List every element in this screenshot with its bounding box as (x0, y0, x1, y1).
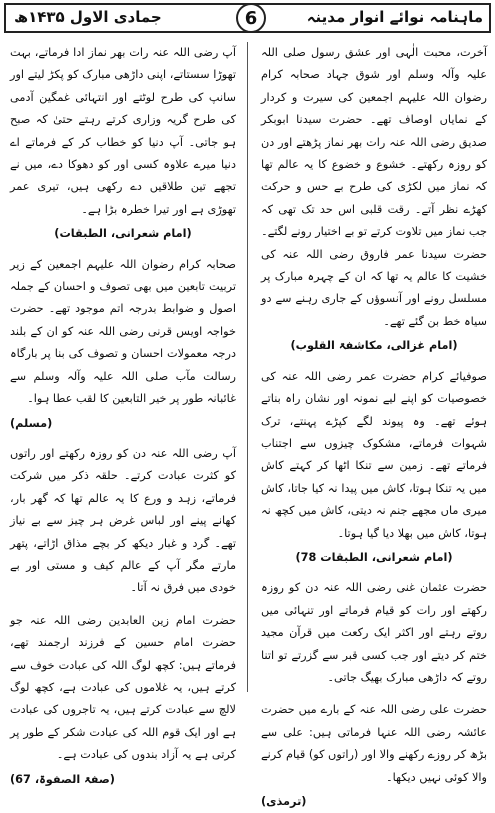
column-divider (247, 42, 248, 692)
paragraph: حضرت امام زین العابدین رضی اللہ عنہ جو حضرت امام حسین کے فرزند ارجمند تھے، فرماتے ہیں: کچھ لوگ اللہ کی عبادت خوف سے کرتے ہیں، یہ غلاموں کی عبادت ہے، کچھ لوگ لالچ سے عبادت کرتے ہیں، یہ تاجروں کی عبادت ہے اور ایک قوم اللہ کی عبادت شکر کے طور پر کرتی ہے یہ آزاد بندوں کی عبادت ہے۔ (10, 613, 236, 762)
paragraph: حضرت علی رضی اللہ عنہ کے بارے میں حضرت عائشہ رضی اللہ عنہا فرماتی ہیں: علی سے بڑھ کر روزے رکھنے والا اور (راتوں کو) قیام کرنے والا کوئی نہیں دیکھا۔ (261, 703, 487, 784)
paragraph: آپ رضی اللہ عنہ رات بھر نماز ادا فرماتے، بہت تھوڑا سستاتے، اپنی داڑھی مبارک کو پکڑ لیتے اور سانپ کی طرح لوٹتے اور انتہائی غمگین آدمی کی طرح گریہ وزاری کرتے رہتے حتیٰ کہ صبح ہو جاتی۔ آپ دنیا کو خطاب کر کے فرماتے اے دنیا میرے علاوہ کسی اور کو دھوکا دے، میں نے تجھے تین طلاقیں دے رکھی ہیں، تیری عمر تھوڑی ہے اور تیرا خطرہ بڑا ہے۔ (10, 46, 236, 216)
paragraph: حضرت عثمان غنی رضی اللہ عنہ دن کو روزہ رکھتے اور رات کو قیام فرماتے اور تنہائی میں روتے رہتے اور اکثر ایک رکعت میں قرآن مجید ختم کر دیتے اور جب کسی قبر سے گزرتے تو اتنا روتے کہ داڑھی مبارک بھیگ جاتی۔ (261, 581, 487, 684)
citation: (امام شعرانی، الطبقات 78) (295, 550, 453, 564)
paragraph: آپ رضی اللہ عنہ دن کو روزہ رکھتے اور راتوں کو کثرت عبادت کرتے۔ حلقہ ذکر میں شرکت فرماتے، زہد و ورع کا یہ عالم تھا کہ گھر بار، کھانے پینے اور لباس غرض ہر چیز سے بے نیاز تھے۔ گرد و غبار دیکھ کر بچے مذاق اڑاتے، پتھر مارتے مگر آپ کے عالم کیف و مستی اور بے خودی میں فرق نہ آتا۔ (10, 446, 236, 595)
citation: (ترمذی) (261, 795, 307, 808)
issue-date: جمادی الاول ۱۴۳۵ھ (14, 8, 162, 26)
citation: (صفۃ الصفوۃ، 67) (10, 772, 115, 786)
citation: (مسلم) (10, 416, 53, 430)
paragraph: آخرت، محبت الٰہی اور عشق رسول صلی اللہ علیہ وآلہ وسلم اور شوق جہاد صحابہ کرام رضوان اللہ علیہم اجمعین کی سیرت و کردار کے نمایاں اوصاف تھے۔ حضرت سیدنا ابوبکر صدیق رضی اللہ عنہ رات بھر نماز پڑھتے اور دن کو روزہ رکھتے۔ خشوع و خضوع کا یہ عالم تھا کہ نماز میں لکڑی کی طرح بے حس و حرکت کھڑے نظر آتے۔ رقت قلبی اس حد تک تھی کہ جب نماز میں تلاوت کرتے تو بے اختیار رونے لگتے۔ حضرت سیدنا عمر فاروق رضی اللہ عنہ کی خشیت کا عالم یہ تھا کہ ان کے چہرہ مبارک پر مسلسل رونے اور آنسوؤں کے جاری رہنے سے دو سیاہ خط بن گئے تھے۔ (261, 46, 487, 328)
page-number: 6 (236, 3, 266, 33)
magazine-title: ماہنامہ نوائے انوار مدینہ (306, 8, 483, 26)
citation: (امام غزالی، مکاشفۃ القلوب) (290, 339, 458, 353)
paragraph: صحابہ کرام رضوان اللہ علیہم اجمعین کے زیر تربیت تابعین میں بھی تصوف و احسان کے جملہ اصول و ضوابط بدرجہ اتم موجود تھے۔ حضرت خواجہ اویس قرنی رضی اللہ عنہ کو ان کے بلند درجہ معمولات احسان و تصوف کی بنا پر بارگاہ رسالت مآب صلی اللہ علیہ وآلہ وسلم سے غائبانہ طور پر خیر التابعین کا لقب عطا ہوا۔ (10, 257, 236, 406)
page-header (4, 3, 491, 33)
right-text-column (261, 42, 487, 808)
citation: (امام شعرانی، الطبقات) (54, 227, 192, 241)
paragraph: صوفیائے کرام حضرت عمر رضی اللہ عنہ کی خصوصیات کو اپنے لیے نمونہ اور نشان راہ بناتے ہوئے تھے۔ وہ پیوند لگے کپڑے پہنتے، ترک شہوات فرماتے، مشکوک چیزوں سے اجتناب فرماتے تھے۔ زمین سے تنکا اٹھا کر کہتے کاش میں یہ تنکا ہوتا، کاش میں پیدا نہ کیا جاتا، کاش میری ماں مجھے جنم نہ دیتی، کاش میں کچھ نہ ہوتا، کاش میں بھلا دیا گیا ہوتا۔ (261, 369, 487, 540)
left-text-column (10, 42, 236, 786)
